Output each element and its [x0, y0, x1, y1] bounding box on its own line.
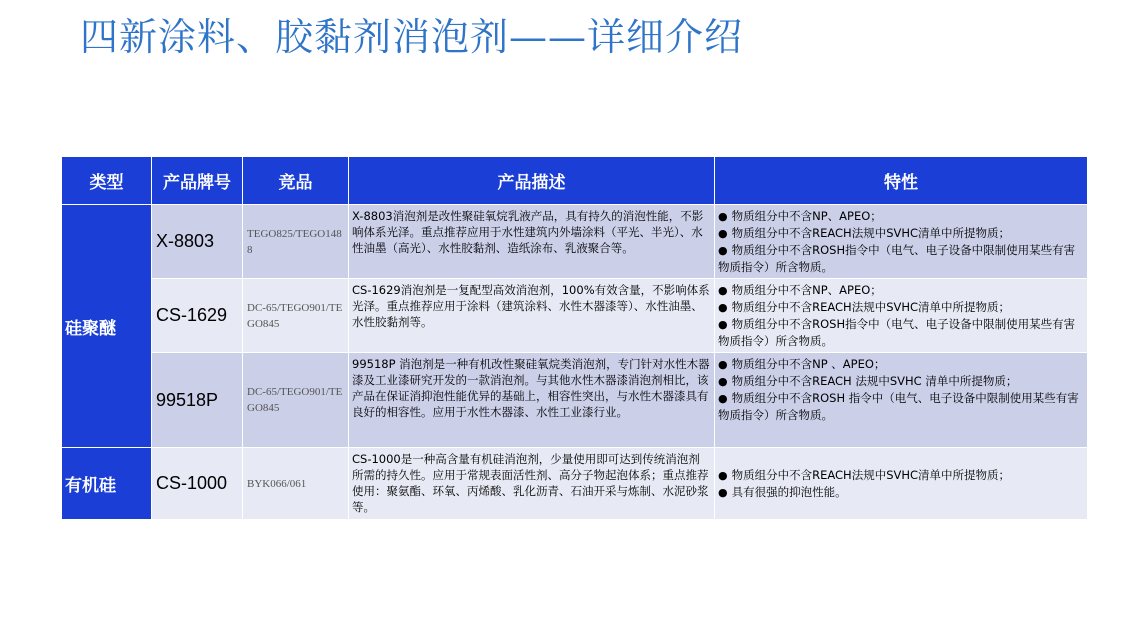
- features-cell: [715, 279, 1088, 353]
- feature-item: ● 物质组分中不含NP、APEO；: [718, 208, 1084, 225]
- table-header-row: [62, 157, 1088, 205]
- product-table: [61, 156, 1088, 520]
- model-cell: X-8803: [152, 205, 243, 279]
- features-cell: [715, 448, 1088, 520]
- header-type: 类型: [62, 157, 152, 205]
- competitor-cell: DC-65/TEGO901/TEGO845: [243, 279, 349, 353]
- table-row: [62, 279, 1088, 353]
- feature-item: ● 物质组分中不含REACH法规中SVHC清单中所提物质；: [718, 299, 1084, 316]
- features-list: [718, 208, 1084, 275]
- features-cell: [715, 205, 1088, 279]
- page-title: 四新涂料、胶黏剂消泡剂——详细介绍: [80, 15, 744, 59]
- description-cell: CS-1000是一种高含量有机硅消泡剂，少量使用即可达到传统消泡剂所需的持久性。应用于常规表面活性剂、高分子物起泡体系；重点推荐使用：聚氨酯、环氧、丙烯酸、乳化沥青、石油开采与炼制、水泥砂浆等。: [349, 448, 715, 520]
- table-row: [62, 205, 1088, 279]
- competitor-cell: BYK066/061: [243, 448, 349, 520]
- features-list: [718, 282, 1084, 349]
- description-cell: X-8803消泡剂是改性聚硅氧烷乳液产品，具有持久的消泡性能，不影响体系光泽。重点推荐应用于水性建筑内外墙涂料（平光、半光）、水性油墨（高光）、水性胶黏剂、造纸涂布、乳液聚合等。: [349, 205, 715, 279]
- features-list: [718, 356, 1084, 423]
- feature-item: ● 物质组分中不含ROSH 指令中（电气、电子设备中限制使用某些有害物质指令）所含物质。: [718, 390, 1084, 423]
- description-cell: 99518P 消泡剂是一种有机改性聚硅氧烷类消泡剂，专门针对水性木器漆及工业漆研究开发的一款消泡剂。与其他水性木器漆消泡剂相比，该产品在保证消抑泡性能优异的基础上，相容性突出，与水性木器漆具有良好的相容性。应用于水性木器漆、水性工业漆行业。: [349, 353, 715, 448]
- model-cell: CS-1629: [152, 279, 243, 353]
- header-competitor: 竞品: [243, 157, 349, 205]
- features-list: [718, 467, 1084, 501]
- header-model: 产品牌号: [152, 157, 243, 205]
- table-row: [62, 353, 1088, 448]
- features-cell: [715, 353, 1088, 448]
- table-row: [62, 448, 1088, 520]
- type-cell-silicone: 有机硅: [62, 448, 152, 520]
- type-cell-silicone-polyether: 硅聚醚: [62, 205, 152, 448]
- feature-item: ● 物质组分中不含REACH 法规中SVHC 清单中所提物质；: [718, 373, 1084, 390]
- feature-item: ● 物质组分中不含NP 、APEO；: [718, 356, 1084, 373]
- feature-item: ● 物质组分中不含ROSH指令中（电气、电子设备中限制使用某些有害物质指令）所含物质。: [718, 242, 1084, 275]
- header-features: 特性: [715, 157, 1088, 205]
- feature-item: ● 物质组分中不含ROSH指令中（电气、电子设备中限制使用某些有害物质指令）所含物质。: [718, 316, 1084, 349]
- feature-item: ● 物质组分中不含REACH法规中SVHC清单中所提物质；: [718, 467, 1084, 484]
- competitor-cell: TEGO825/TEGO1488: [243, 205, 349, 279]
- model-cell: 99518P: [152, 353, 243, 448]
- description-cell: CS-1629消泡剂是一复配型高效消泡剂，100%有效含量，不影响体系光泽。重点推荐应用于涂料（建筑涂料、水性木器漆等）、水性油墨、水性胶黏剂等。: [349, 279, 715, 353]
- model-cell: CS-1000: [152, 448, 243, 520]
- header-description: 产品描述: [349, 157, 715, 205]
- feature-item: ● 物质组分中不含REACH法规中SVHC清单中所提物质；: [718, 225, 1084, 242]
- feature-item: ● 具有很强的抑泡性能。: [718, 484, 1084, 501]
- competitor-cell: DC-65/TEGO901/TEGO845: [243, 353, 349, 448]
- feature-item: ● 物质组分中不含NP、APEO；: [718, 282, 1084, 299]
